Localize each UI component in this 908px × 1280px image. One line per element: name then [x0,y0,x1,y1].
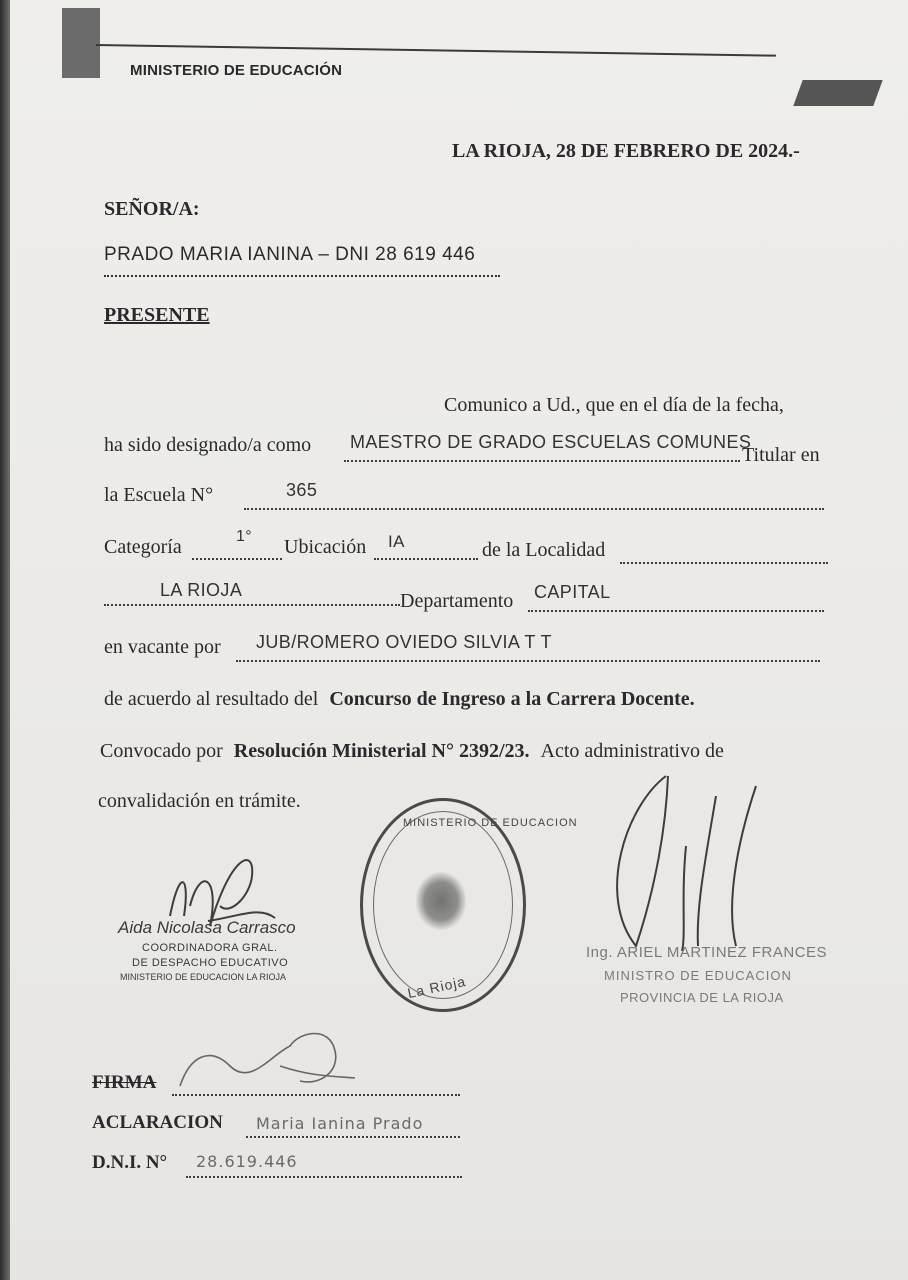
vacante-value: JUB/ROMERO OVIEDO SILVIA T T [256,632,552,652]
official-stamp [360,798,578,1012]
localidad-label: de la Localidad [482,539,606,561]
localidad-value: LA RIOJA [160,580,243,600]
paragraph-line-1 [104,688,695,711]
stamp-bottom-text: La Rioja [405,973,468,1001]
body-intro: Comunico a Ud., que en el día de la fecha, [444,394,784,416]
right-signatory-title-1: MINISTRO DE EDUCACION [604,968,792,983]
salutation: SEÑOR/A: [104,198,200,220]
ubicacion-label: Ubicación [284,536,367,558]
cargo-value: MAESTRO DE GRADO ESCUELAS COMUNES [350,432,752,452]
convocado-label: Convocado por [100,740,223,762]
departamento-label: Departamento [400,590,514,612]
concurso-intro: de acuerdo al resultado del [104,688,319,710]
vacante-label: en vacante por [104,636,221,658]
right-signatory-title-2: PROVINCIA DE LA RIOJA [620,990,784,1005]
aclaracion-label: ACLARACION [92,1112,223,1133]
titular-label: Titular en [742,444,820,466]
left-signatory-title-3: MINISTERIO DE EDUCACION LA RIOJA [120,972,287,982]
localidad-value-dotted-line [104,604,400,606]
left-signatory-title-1: COORDINADORA GRAL. [142,942,278,954]
left-signatory-title-2: DE DESPACHO EDUCATIVO [132,957,289,969]
escuela-dotted-line [244,508,824,510]
addressee-dotted-line [104,275,500,277]
firma-label: FIRMA [92,1072,157,1093]
escuela-number: 365 [286,480,318,500]
left-signatory-name: Aida Nicolasa Carrasco [118,918,296,937]
stamp-arc-text: MINISTERIO DE EDUCACION [403,817,578,829]
categoria-value: 1° [236,528,253,545]
header-corner-mark [793,80,882,106]
dni-dotted-line [186,1176,462,1178]
aclaracion-handwritten: Maria Ianina Prado [256,1114,424,1133]
firma-dotted-line [172,1094,460,1096]
paragraph-line-3: convalidación en trámite. [98,790,301,812]
categoria-dotted-line [192,558,282,560]
ministry-header: MINISTERIO DE EDUCACIÓN [130,62,343,79]
ubicacion-value: IA [388,532,405,551]
date-line: LA RIOJA, 28 DE FEBRERO DE 2024.- [452,140,800,162]
departamento-value: CAPITAL [534,582,611,602]
right-signatory-name: Ing. ARIEL MARTINEZ FRANCES [586,944,828,961]
categoria-label: Categoría [104,536,182,558]
concurso-name: Concurso de Ingreso a la Carrera Docente. [329,688,695,710]
dni-handwritten: 28.619.446 [196,1152,298,1171]
addressee-name: PRADO MARIA IANINA – DNI 28 619 446 [104,244,476,265]
presente-heading: PRESENTE [104,304,210,326]
aclaracion-dotted-line [246,1136,460,1138]
vacante-dotted-line [236,660,820,662]
ubicacion-dotted-line [374,558,478,560]
right-signature-scribble [586,766,786,956]
header-mark [62,8,100,78]
localidad-dotted-line [620,562,828,564]
coat-of-arms-emblem [415,871,467,931]
resolucion-number: Resolución Ministerial N° 2392/23. [233,740,530,762]
acto-label: Acto administrativo de [540,740,724,762]
departamento-dotted-line [528,610,824,612]
cargo-dotted-line [344,460,740,462]
firma-signature-scribble [170,1026,360,1096]
dni-label: D.N.I. N° [92,1152,168,1173]
escuela-label: la Escuela N° [104,484,214,506]
paragraph-line-2 [100,740,724,763]
designado-label: ha sido designado/a como [104,434,312,456]
